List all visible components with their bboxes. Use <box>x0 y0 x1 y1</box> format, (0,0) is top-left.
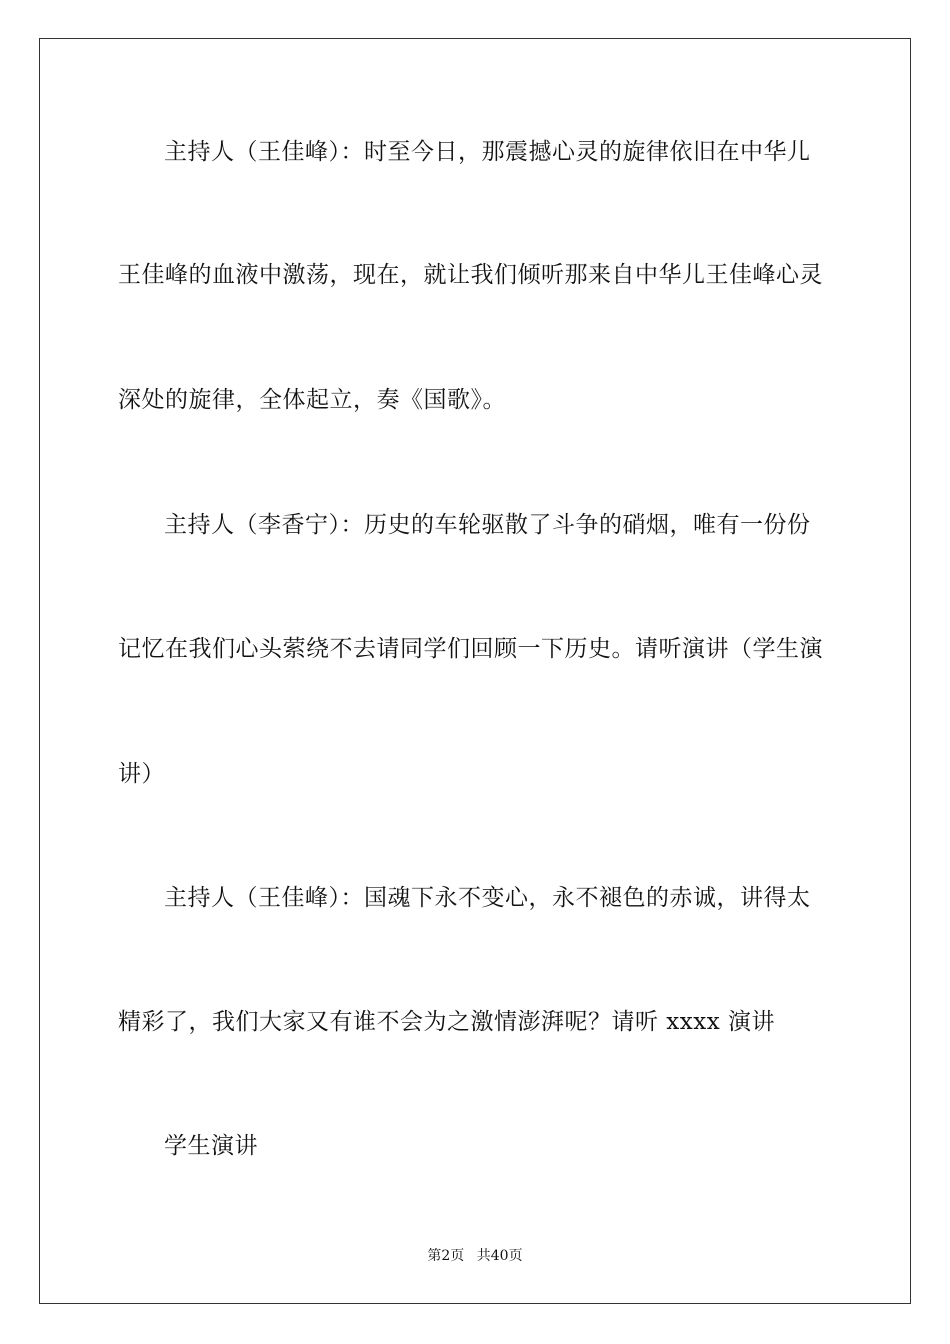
page-footer <box>0 1247 950 1265</box>
page-number: 第2页 <box>427 1248 465 1264</box>
paragraph-line: 主持人（李香宁）：历史的车轮驱散了斗争的硝烟，唯有一份份 <box>164 512 811 538</box>
paragraph-line: 记忆在我们心头萦绕不去请同学们回顾一下历史。请听演讲（学生演 <box>118 636 823 662</box>
paragraph-line: 主持人（王佳峰）：国魂下永不变心，永不褪色的赤诚，讲得太 <box>164 885 811 911</box>
page-border <box>39 38 911 1304</box>
paragraph-line: 讲） <box>118 761 165 787</box>
paragraph-line: 主持人（王佳峰）：时至今日，那震撼心灵的旋律依旧在中华儿 <box>164 139 811 165</box>
page-total: 共40页 <box>476 1248 523 1264</box>
paragraph-line: 深处的旋律，全体起立，奏《国歌》。 <box>118 387 506 413</box>
paragraph-line: 王佳峰的血液中激荡，现在，就让我们倾听那来自中华儿王佳峰心灵 <box>118 262 823 288</box>
paragraph-line: 精彩了，我们大家又有谁不会为之激情澎湃呢？请听 xxxx 演讲 <box>118 1009 776 1035</box>
paragraph-line: 学生演讲 <box>164 1133 258 1159</box>
